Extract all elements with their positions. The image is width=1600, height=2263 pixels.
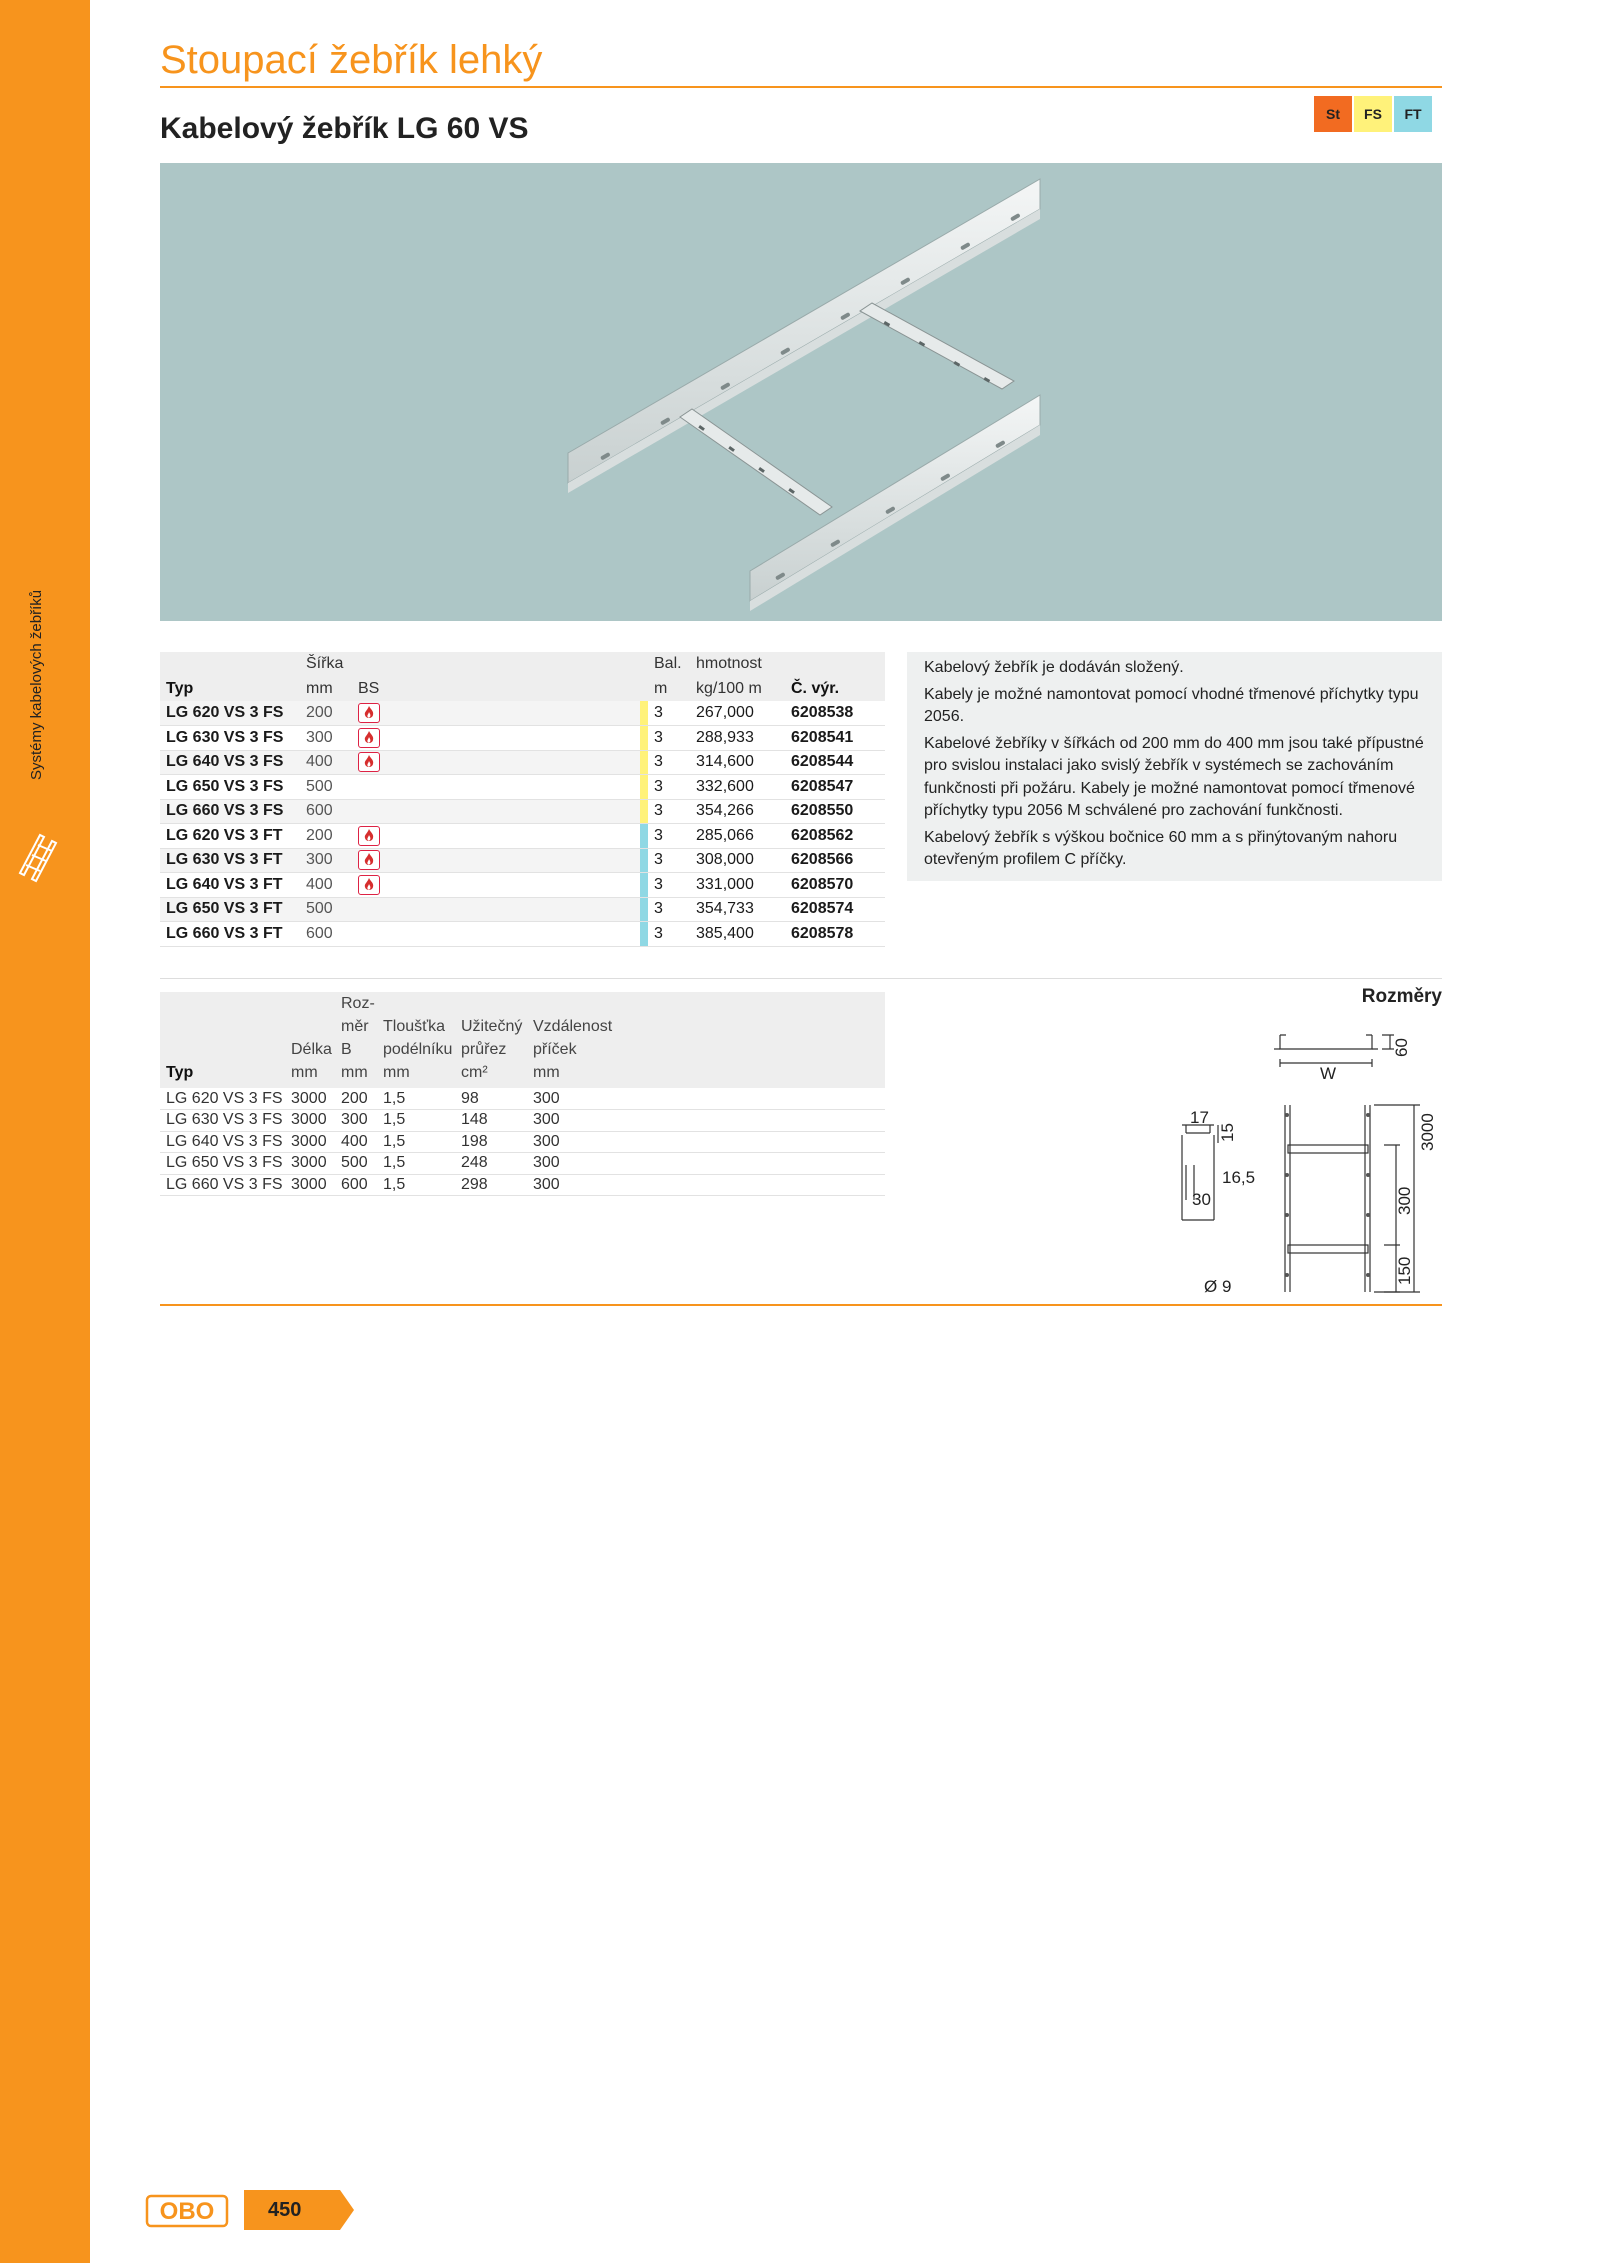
logo-text: OBO [159,2198,215,2225]
badge-fs: FS [1354,96,1392,132]
cell-cvyr: 6208547 [785,775,885,800]
cell-typ: LG 650 VS 3 FS [160,1153,285,1175]
table-row [160,824,885,849]
dim-150: 150 [1395,1256,1414,1285]
cell-typ: LG 620 VS 3 FS [160,701,300,726]
cell-stripe [640,824,648,849]
cell-typ: LG 650 VS 3 FS [160,775,300,800]
description-line: Kabelový žebřík je dodáván složený. [924,659,1184,676]
cell-bs [352,775,390,800]
cell-sirka: 600 [300,922,352,947]
cell-blank [617,1174,885,1196]
cell-blank [390,873,640,898]
cell-sirka: 300 [300,848,352,873]
table-row [160,873,885,898]
dimension-drawing [1150,1015,1450,1296]
col-bal: Bal. [654,655,682,673]
badge-ft: FT [1394,96,1432,132]
cell-delka: 3000 [285,1110,335,1132]
cell-pr: 148 [455,1110,527,1132]
cell-typ: LG 630 VS 3 FS [160,1110,285,1132]
cell-blank [617,1131,885,1153]
cell-delka: 3000 [285,1131,335,1153]
fire-resistance-icon [358,850,380,870]
cell-bal: 3 [648,726,690,751]
cell-tl: 1,5 [377,1131,455,1153]
table-row [160,799,885,824]
col-mm: mm [306,679,333,697]
dim-15: 15 [1218,1123,1237,1142]
dimensions-title: Rozměry [1361,986,1442,1007]
cell-bs [352,897,390,922]
cell-hmotnost: 314,600 [690,750,785,775]
table-row [160,1131,885,1153]
cell-vz: 300 [527,1174,617,1196]
cell-hmotnost: 354,266 [690,799,785,824]
cell-typ: LG 640 VS 3 FS [160,750,300,775]
cell-blank [617,1153,885,1175]
cell-typ: LG 640 VS 3 FT [160,873,300,898]
badge-st: St [1314,96,1352,132]
cell-blank [390,848,640,873]
description-line: Kabelový žebřík s výškou bočnice 60 mm a s přinýtovaným nahoru otevřeným profilem C příčky. [924,828,1398,868]
cell-tl: 1,5 [377,1153,455,1175]
col-uzitecny: Užitečný průřez cm² [461,1018,523,1081]
ladder-icon [14,825,60,885]
description-line: Kabelové žebříky v šířkách od 200 mm do 400 mm jsou také přípustné pro svislou instalaci jako svislý žebřík v systémech se zachováním funkčnosti při požáru. Kabely je možné namontovat pomocí třmenové příchytky typu 2056 M schválené pro zachování funkčnosti. [924,734,1424,819]
col-sirka: Šířka [306,655,344,673]
cell-cvyr: 6208562 [785,824,885,849]
cell-pr: 248 [455,1153,527,1175]
cell-typ: LG 630 VS 3 FT [160,848,300,873]
table-header-row [160,652,885,677]
product-table [160,652,885,947]
cell-hmotnost: 385,400 [690,922,785,947]
fire-resistance-icon [358,752,380,772]
cell-bal: 3 [648,750,690,775]
col-m: m [654,679,668,697]
cell-vz: 300 [527,1088,617,1110]
cell-b: 400 [335,1131,377,1153]
fire-resistance-icon [358,875,380,895]
sidebar-label: Systémy kabelových žebříků [28,589,45,780]
cell-blank [390,922,640,947]
cell-blank [390,726,640,751]
cell-b: 600 [335,1174,377,1196]
cell-hmotnost: 308,000 [690,848,785,873]
table-row [160,1110,885,1132]
cell-stripe [640,799,648,824]
fire-resistance-icon [358,728,380,748]
cell-bal: 3 [648,701,690,726]
cell-sirka: 400 [300,873,352,898]
cell-stripe [640,750,648,775]
cell-blank [617,1088,885,1110]
cell-blank [390,897,640,922]
cable-ladder-illustration [160,163,1442,621]
product-image [160,163,1442,621]
table-header-row [160,992,885,1088]
cell-cvyr: 6208578 [785,922,885,947]
cell-delka: 3000 [285,1174,335,1196]
cell-bs [352,701,390,726]
cell-cvyr: 6208550 [785,799,885,824]
col-kg: kg/100 m [696,679,762,697]
cell-bs [352,922,390,947]
fire-resistance-icon [358,703,380,723]
cell-blank [390,775,640,800]
cell-sirka: 600 [300,799,352,824]
cell-pr: 198 [455,1131,527,1153]
table-row [160,726,885,751]
cell-typ: LG 620 VS 3 FS [160,1088,285,1110]
cell-hmotnost: 285,066 [690,824,785,849]
cell-cvyr: 6208541 [785,726,885,751]
cell-tl: 1,5 [377,1088,455,1110]
dim-30: 30 [1192,1190,1211,1209]
dim-300: 300 [1395,1186,1414,1215]
product-description [907,652,1442,881]
cell-typ: LG 660 VS 3 FS [160,1174,285,1196]
dim-17: 17 [1190,1108,1209,1127]
table-row [160,1088,885,1110]
col-cvyr: Č. výr. [791,679,840,697]
cell-tl: 1,5 [377,1174,455,1196]
cell-blank [390,750,640,775]
cell-bal: 3 [648,897,690,922]
table-header-row [160,677,885,702]
product-title: Kabelový žebřík LG 60 VS [160,112,529,145]
col-typ: Typ [166,679,194,697]
description-line: Kabely je možné namontovat pomocí vhodné třmenové příchytky typu 2056. [924,685,1419,725]
cell-pr: 98 [455,1088,527,1110]
cell-typ: LG 640 VS 3 FS [160,1131,285,1153]
cell-typ: LG 660 VS 3 FS [160,799,300,824]
cell-cvyr: 6208574 [785,897,885,922]
cell-sirka: 200 [300,824,352,849]
table-row [160,775,885,800]
dim-60: 60 [1392,1038,1411,1057]
cell-typ: LG 630 VS 3 FS [160,726,300,751]
cell-cvyr: 6208566 [785,848,885,873]
cell-b: 300 [335,1110,377,1132]
cell-cvyr: 6208544 [785,750,885,775]
cell-stripe [640,873,648,898]
cell-sirka: 400 [300,750,352,775]
cell-cvyr: 6208570 [785,873,885,898]
cell-typ: LG 620 VS 3 FT [160,824,300,849]
header-divider [160,86,1442,88]
cell-bal: 3 [648,873,690,898]
col-tloustka: Tloušťka podélníku mm [383,1018,453,1081]
cell-sirka: 300 [300,726,352,751]
cell-stripe [640,775,648,800]
table-row [160,1174,885,1196]
table-row [160,701,885,726]
cell-delka: 3000 [285,1088,335,1110]
cell-stripe [640,701,648,726]
cell-blank [617,1110,885,1132]
cell-hmotnost: 332,600 [690,775,785,800]
dim-16-5: 16,5 [1222,1168,1256,1187]
cell-sirka: 500 [300,775,352,800]
cell-bs [352,799,390,824]
cell-blank [390,824,640,849]
cell-typ: LG 660 VS 3 FT [160,922,300,947]
dim-hole: Ø 9 [1204,1277,1232,1296]
col-typ: Typ [166,1064,194,1081]
col-bs: BS [358,679,380,697]
dim-3000: 3000 [1418,1113,1437,1151]
cell-hmotnost: 354,733 [690,897,785,922]
cell-bs [352,848,390,873]
sidebar [0,0,90,2263]
cell-pr: 298 [455,1174,527,1196]
cell-blank [390,799,640,824]
finish-badges [1314,96,1432,132]
cell-blank [390,701,640,726]
section-title: Stoupací žebřík lehký [160,38,543,82]
cell-hmotnost: 331,000 [690,873,785,898]
table-row [160,750,885,775]
cell-vz: 300 [527,1110,617,1132]
cell-delka: 3000 [285,1153,335,1175]
cell-tl: 1,5 [377,1110,455,1132]
cell-stripe [640,726,648,751]
cell-sirka: 500 [300,897,352,922]
table-row [160,1153,885,1175]
page-number: 450 [268,2199,302,2221]
table-row [160,848,885,873]
col-vzdalenost: Vzdálenost příček mm [533,1018,613,1081]
dim-w: W [1320,1064,1337,1083]
cell-hmotnost: 288,933 [690,726,785,751]
obo-logo [146,2194,228,2228]
cell-bal: 3 [648,799,690,824]
cell-hmotnost: 267,000 [690,701,785,726]
cell-bal: 3 [648,848,690,873]
col-rozmer: Roz- měr B mm [341,995,375,1081]
col-hmotnost: hmotnost [696,655,762,673]
table-row [160,897,885,922]
table-row [160,922,885,947]
fire-resistance-icon [358,826,380,846]
cell-vz: 300 [527,1131,617,1153]
cell-bal: 3 [648,775,690,800]
cell-stripe [640,922,648,947]
cell-typ: LG 650 VS 3 FT [160,897,300,922]
cell-bs [352,726,390,751]
cell-stripe [640,897,648,922]
cell-stripe [640,848,648,873]
section-divider [160,978,1442,979]
cell-b: 200 [335,1088,377,1110]
section-divider [160,1304,1442,1306]
dimensions-table [160,992,885,1196]
cell-bs [352,873,390,898]
cell-bal: 3 [648,922,690,947]
cell-vz: 300 [527,1153,617,1175]
col-delka: Délka mm [291,1041,332,1081]
cell-cvyr: 6208538 [785,701,885,726]
cell-bs [352,750,390,775]
cell-sirka: 200 [300,701,352,726]
cell-bs [352,824,390,849]
cell-bal: 3 [648,824,690,849]
cell-b: 500 [335,1153,377,1175]
